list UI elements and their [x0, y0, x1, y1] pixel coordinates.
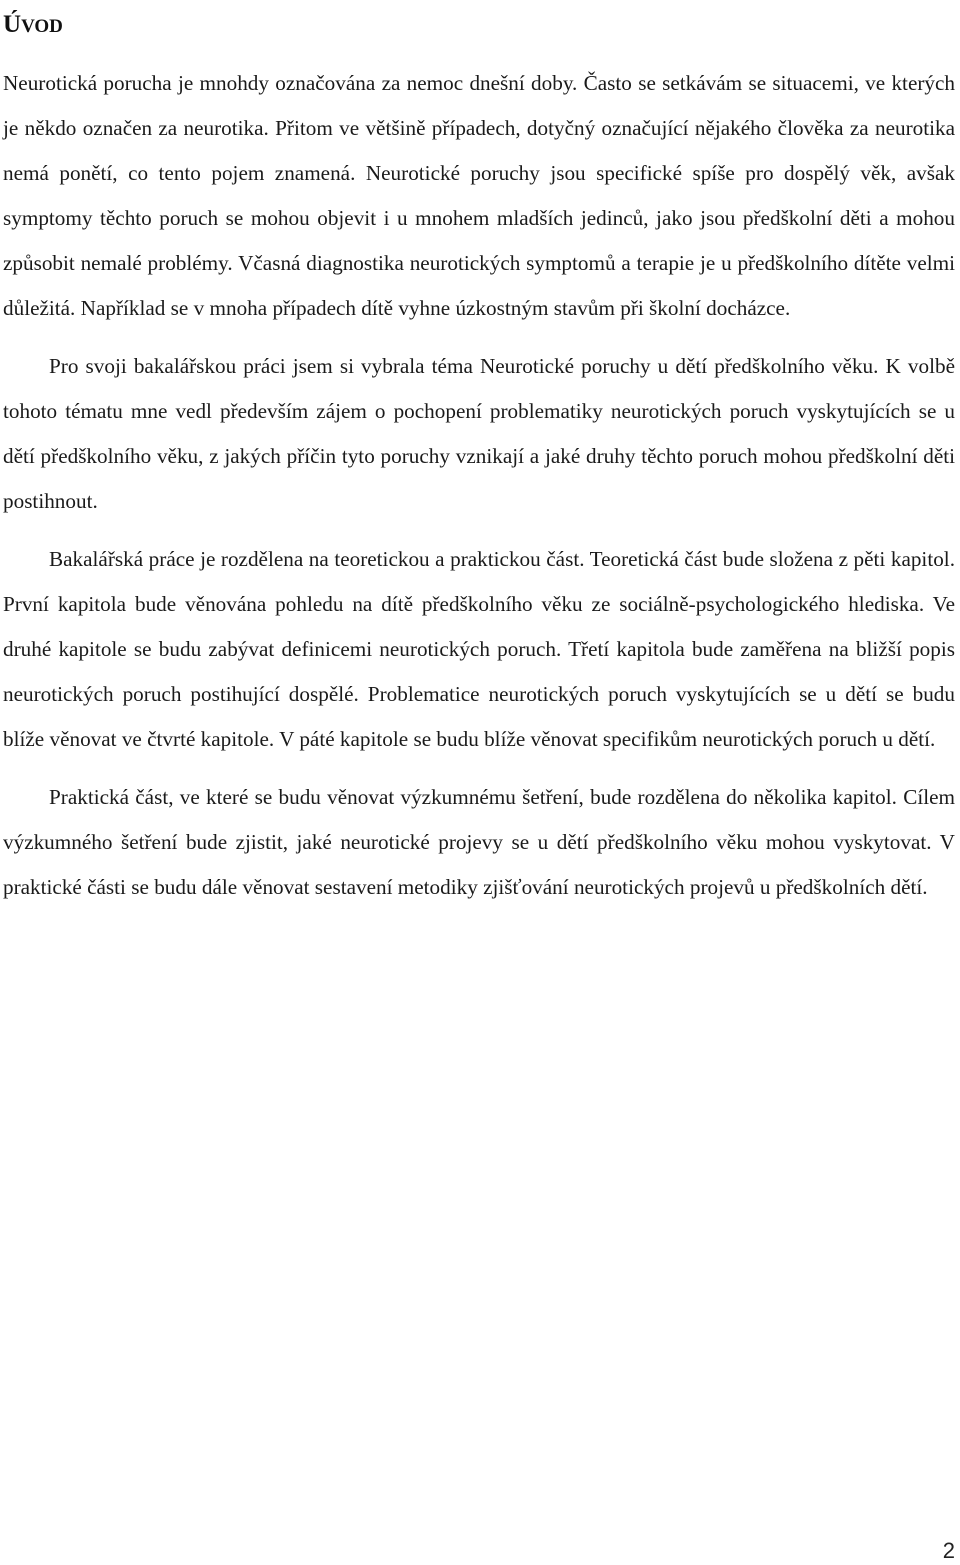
paragraph-2: Pro svoji bakalářskou práci jsem si vybrala téma Neurotické poruchy u dětí předškolního věku. K volbě tohoto tématu mne vedl především zájem o pochopení problematiky neurotických poruch vyskytujících se u dětí předškolního věku, z jakých příčin tyto poruchy vznikají a jaké druhy těchto poruch mohou předškolní děti postihnout.: [3, 354, 955, 513]
page-number: 2: [942, 1538, 955, 1563]
body-text: [3, 61, 955, 910]
heading-initial: Ú: [3, 11, 22, 38]
paragraph-3: Bakalářská práce je rozdělena na teoretickou a praktickou část. Teoretická část bude složena z pěti kapitol. První kapitola bude věnována pohledu na dítě předškolního věku ze sociálně-psychologického hlediska. Ve druhé kapitole se budu zabývat definicemi neurotických poruch. Třetí kapitola bude zaměřena na bližší popis neurotických poruch postihující dospělé. Problematice neurotických poruch vyskytujících se u dětí se budu blíže věnovat ve čtvrté kapitole. V páté kapitole se budu blíže věnovat specifikům neurotických poruch u dětí.: [3, 547, 955, 751]
paragraph-4: Praktická část, ve které se budu věnovat výzkumnému šetření, bude rozdělena do několika kapitol. Cílem výzkumného šetření bude zjistit, jaké neurotické projevy se u dětí předškolního věku mohou vyskytovat. V praktické části se budu dále věnovat sestavení metodiky zjišťování neurotických projevů u předškolních dětí.: [3, 785, 955, 899]
heading-small-caps: VOD: [21, 16, 63, 37]
section-heading: [3, 6, 63, 42]
paragraph-1: Neurotická porucha je mnohdy označována za nemoc dnešní doby. Často se setkávám se situacemi, ve kterých je někdo označen za neurotika. Přitom ve většině případech, dotyčný označující nějakého člověka za neurotika nemá ponětí, co tento pojem znamená. Neurotické poruchy jsou specifické spíše pro dospělý věk, avšak symptomy těchto poruch se mohou objevit i u mnohem mladších jedinců, jako jsou předškolní děti a mohou způsobit nemalé problémy. Včasná diagnostika neurotických symptomů a terapie je u předškolního dítěte velmi důležitá. Například se v mnoha případech dítě vyhne úzkostným stavům při školní docházce.: [3, 71, 955, 320]
